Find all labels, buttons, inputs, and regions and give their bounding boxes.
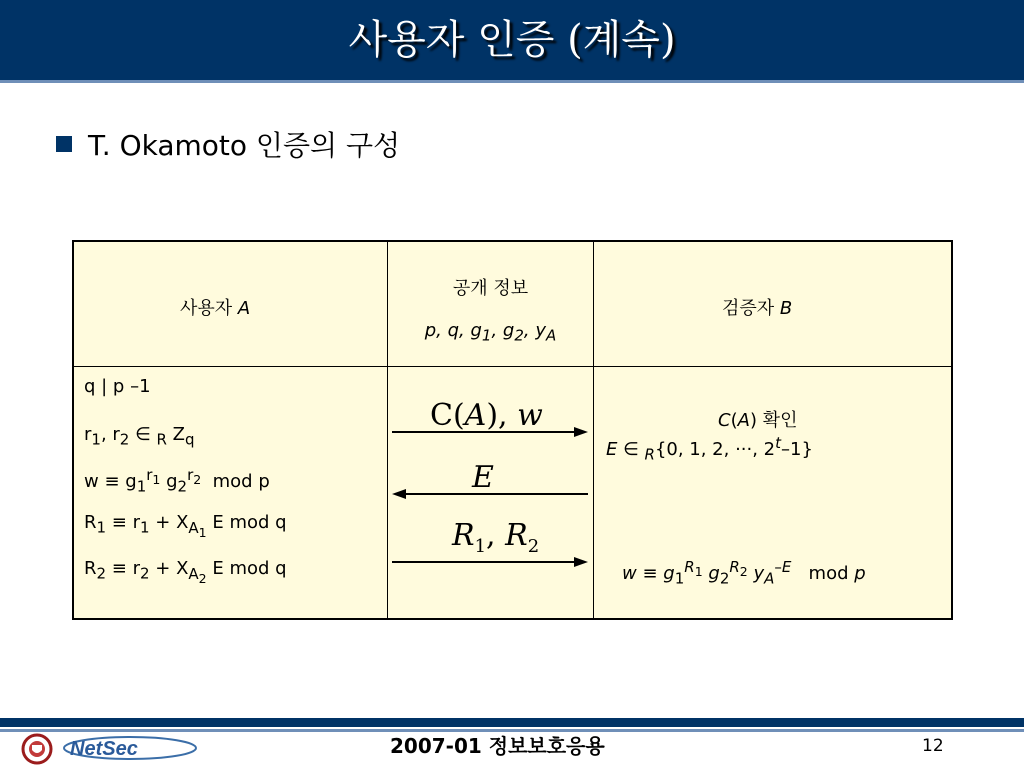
- user-step-2: $r_1$, $r_2$ ∈ $_R$ $Z_q$: [84, 424, 195, 449]
- verifier-check: C(A) 확인: [718, 410, 798, 431]
- user-step-1: q | p –1: [84, 376, 151, 397]
- footer-title: 2007-01 정보보호응용: [390, 734, 605, 758]
- verifier-equation: $w \equiv g_1^{R_1}$ $g_2^{R_2}$ $y_A^{-E}$ mod p: [622, 558, 866, 588]
- arrow-left-icon: [390, 488, 590, 500]
- university-seal-logo: [20, 733, 54, 765]
- protocol-table: [72, 240, 953, 620]
- footer-bar: [0, 718, 1024, 727]
- message-response: $R_1$, $R_2$: [452, 518, 540, 557]
- header-user: 사용자 A: [180, 298, 251, 319]
- header-public-info: 공개 정보: [452, 278, 529, 299]
- svg-text:NetSec: NetSec: [70, 738, 138, 760]
- verifier-challenge: E ∈ $_R${0, 1, 2, ···, 2$^t$–1}: [606, 434, 813, 464]
- message-commitment: C(A), w: [430, 398, 543, 433]
- bullet-square-icon: [56, 136, 72, 152]
- public-info-vars: p, q, $g_1$, $g_2$, $y_A$: [424, 320, 557, 345]
- banner-divider: [0, 80, 1024, 83]
- slide-title: 사용자 인증 (계속): [348, 17, 676, 63]
- netsec-logo: [62, 733, 202, 763]
- user-step-4: $R_1 \equiv r_1 + X_{A_1}$ E mod q: [84, 512, 287, 540]
- message-challenge: E: [472, 460, 494, 495]
- page-number: 12: [922, 736, 944, 756]
- header-verifier: 검증자 B: [722, 298, 793, 319]
- arrow-right-icon: [390, 426, 590, 438]
- user-step-3: $w \equiv g_1^{r_1}$ $g_2^{r_2}$ mod p: [84, 466, 270, 496]
- column-divider: [593, 242, 594, 618]
- header-divider: [74, 366, 951, 367]
- user-step-5: $R_2 \equiv r_2 + X_{A_2}$ E mod q: [84, 558, 287, 586]
- bullet-text: T. Okamoto 인증의 구성: [88, 129, 401, 162]
- arrow-right-icon: [390, 556, 590, 568]
